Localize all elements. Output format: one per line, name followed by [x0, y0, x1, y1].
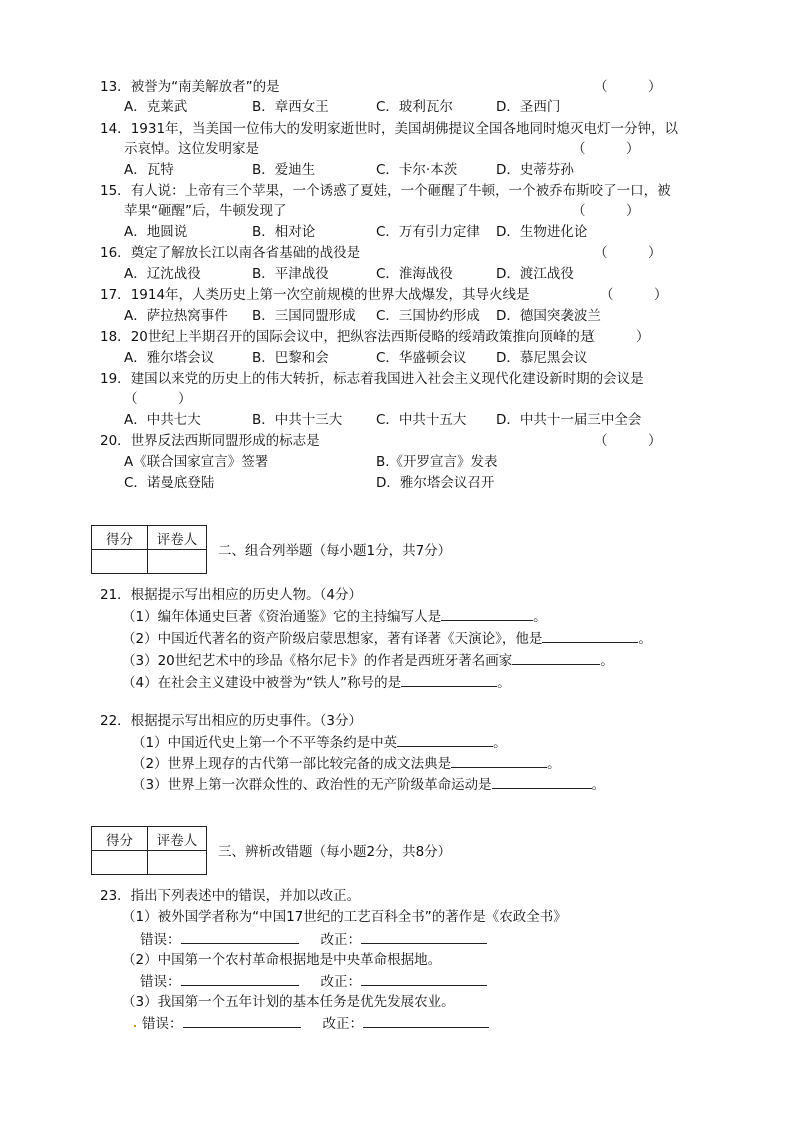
answer-paren-19: （ ） [124, 391, 192, 407]
q21-blank-3[interactable] [512, 650, 600, 665]
question-17-stem: 17．1914年，人类历史上第一次空前规模的世界大战爆发，其导火线是 [100, 287, 530, 303]
section-2-title: 二、组合列举题（每小题1分，共7分） [218, 543, 452, 559]
q15-option-d: D．生物进化论 [496, 224, 588, 240]
q16-option-c: C．淮海战役 [376, 266, 453, 282]
stray-dot [134, 1025, 136, 1027]
score-label: 得分 [92, 526, 148, 550]
q22-blank-1[interactable] [397, 732, 493, 747]
q23-fix-blank-1[interactable] [361, 929, 487, 944]
q15-option-a: A．地圆说 [124, 224, 188, 240]
q23-error-row-1: 错误： 改正： [140, 929, 487, 950]
q23-fix-blank-2[interactable] [361, 971, 487, 986]
q16-option-d: D．渡江战役 [496, 266, 574, 282]
q14-option-c: C．卡尔·本茨 [376, 162, 458, 178]
q23-item-2: （2）中国第一个农村革命根据地是中央革命根据地。 [122, 952, 442, 968]
q13-option-b: B．章西女王 [252, 99, 329, 115]
q17-option-d: D．德国突袭波兰 [496, 308, 601, 324]
q21-blank-4[interactable] [401, 672, 497, 687]
q18-option-d: D．慕尼黑会议 [496, 350, 588, 366]
q23-item-1: （1）被外国学者称为“中国17世纪的工艺百科全书”的著作是《农政全书》 [122, 909, 567, 925]
answer-paren-18: （ ） [582, 329, 650, 345]
question-22-stem: 22．根据提示写出相应的历史事件。（3分） [100, 713, 363, 729]
score-cell[interactable] [92, 851, 148, 875]
answer-paren-20: （ ） [594, 433, 662, 449]
grader-cell[interactable] [148, 851, 207, 875]
q20-option-d: D．雅尔塔会议召开 [376, 475, 495, 491]
question-19-stem: 19．建国以来党的历史上的伟大转折，标志着我国进入社会主义现代化建设新时期的会议是 [100, 371, 644, 387]
q22-item-3: （3）世界上第一次群众性的、政治性的无产阶级革命运动是 。 [132, 774, 605, 795]
q14-option-d: D．史蒂芬孙 [496, 162, 574, 178]
score-label: 得分 [92, 827, 148, 851]
q22-item-2: （2）世界上现存的古代第一部比较完备的成文法典是 。 [132, 753, 561, 774]
answer-paren-17: （ ） [600, 287, 668, 303]
q19-option-c: C．中共十五大 [376, 412, 467, 428]
q17-option-c: C．三国协约形成 [376, 308, 480, 324]
q22-item-1: （1）中国近代史上第一个不平等条约是中英 。 [132, 732, 507, 753]
q22-blank-3[interactable] [492, 774, 592, 789]
grader-label: 评卷人 [148, 526, 207, 550]
section-3-title: 三、辨析改错题（每小题2分，共8分） [218, 844, 452, 860]
q13-option-a: A．克莱武 [124, 99, 188, 115]
q19-option-a: A．中共七大 [124, 412, 201, 428]
question-15-stem-cont: 苹果“砸醒”后，牛顿发现了 [124, 203, 287, 219]
q15-option-c: C．万有引力定律 [376, 224, 480, 240]
q21-item-4: （4）在社会主义建设中被誉为“铁人”称号的是 。 [122, 672, 511, 693]
grader-label: 评卷人 [148, 827, 207, 851]
question-21-stem: 21．根据提示写出相应的历史人物。（4分） [100, 587, 363, 603]
grader-cell[interactable] [148, 550, 207, 574]
score-cell[interactable] [92, 550, 148, 574]
question-20-stem: 20．世界反法西斯同盟形成的标志是 [100, 433, 320, 449]
q18-option-a: A．雅尔塔会议 [124, 350, 215, 366]
score-table-section-2 [91, 525, 207, 574]
q23-error-row-2: 错误： 改正： [140, 971, 487, 992]
answer-paren-16: （ ） [594, 245, 662, 261]
q19-option-b: B．中共十三大 [252, 412, 343, 428]
q16-option-a: A．辽沈战役 [124, 266, 201, 282]
q23-item-3: （3）我国第一个五年计划的基本任务是优先发展农业。 [122, 994, 455, 1010]
q17-option-b: B．三国同盟形成 [252, 308, 356, 324]
answer-paren-13: （ ） [594, 79, 662, 95]
q20-option-b: B.《开罗宣言》发表 [376, 454, 498, 470]
q19-option-d: D．中共十一届三中全会 [496, 412, 642, 428]
q16-option-b: B．平津战役 [252, 266, 329, 282]
q14-option-a: A．瓦特 [124, 162, 174, 178]
q23-error-blank-1[interactable] [181, 929, 299, 944]
q23-error-blank-3[interactable] [183, 1013, 301, 1028]
q21-item-2: （2）中国近代著名的资产阶级启蒙思想家，著有译著《天演论》，他是 。 [122, 628, 652, 649]
question-14-stem: 14．1931年，当美国一位伟大的发明家逝世时，美国胡佛提议全国各地同时熄灭电灯一分钟，以 [100, 121, 679, 137]
score-table-section-3 [91, 826, 207, 875]
q18-option-c: C．华盛顿会议 [376, 350, 467, 366]
q13-option-d: D．圣西门 [496, 99, 561, 115]
q23-fix-blank-3[interactable] [363, 1013, 489, 1028]
q23-error-blank-2[interactable] [181, 971, 299, 986]
answer-paren-15: （ ） [572, 203, 640, 219]
q20-option-a: A《联合国家宣言》签署 [124, 454, 269, 470]
q13-option-c: C．玻利瓦尔 [376, 99, 453, 115]
q21-blank-2[interactable] [542, 628, 638, 643]
q15-option-b: B．相对论 [252, 224, 316, 240]
q14-option-b: B．爱迪生 [252, 162, 316, 178]
q18-option-b: B．巴黎和会 [252, 350, 329, 366]
question-18-stem: 18．20世纪上半期召开的国际会议中，把纵容法西斯侵略的绥靖政策推向顶峰的是 [100, 329, 594, 345]
question-23-stem: 23．指出下列表述中的错误，并加以改正。 [100, 888, 361, 904]
answer-paren-14: （ ） [572, 141, 640, 157]
q21-blank-1[interactable] [441, 606, 533, 621]
q21-item-3: （3）20世纪艺术中的珍品《格尔尼卡》的作者是西班牙著名画家 。 [122, 650, 614, 671]
q22-blank-2[interactable] [451, 753, 547, 768]
question-16-stem: 16．奠定了解放长江以南各省基础的战役是 [100, 245, 361, 261]
q21-item-1: （1）编年体通史巨著《资治通鉴》它的主持编写人是 。 [122, 606, 547, 627]
question-14-stem-cont: 示哀悼。这位发明家是 [124, 141, 259, 157]
question-13-stem: 13．被誉为“南美解放者”的是 [100, 79, 280, 95]
q20-option-c: C．诺曼底登陆 [124, 475, 215, 491]
q17-option-a: A．萨拉热窝事件 [124, 308, 228, 324]
q23-error-row-3: 错误： 改正： [142, 1013, 489, 1034]
question-15-stem: 15．有人说：上帝有三个苹果，一个诱惑了夏娃，一个砸醒了牛顿，一个被乔布斯咬了一口，被 [100, 183, 671, 199]
